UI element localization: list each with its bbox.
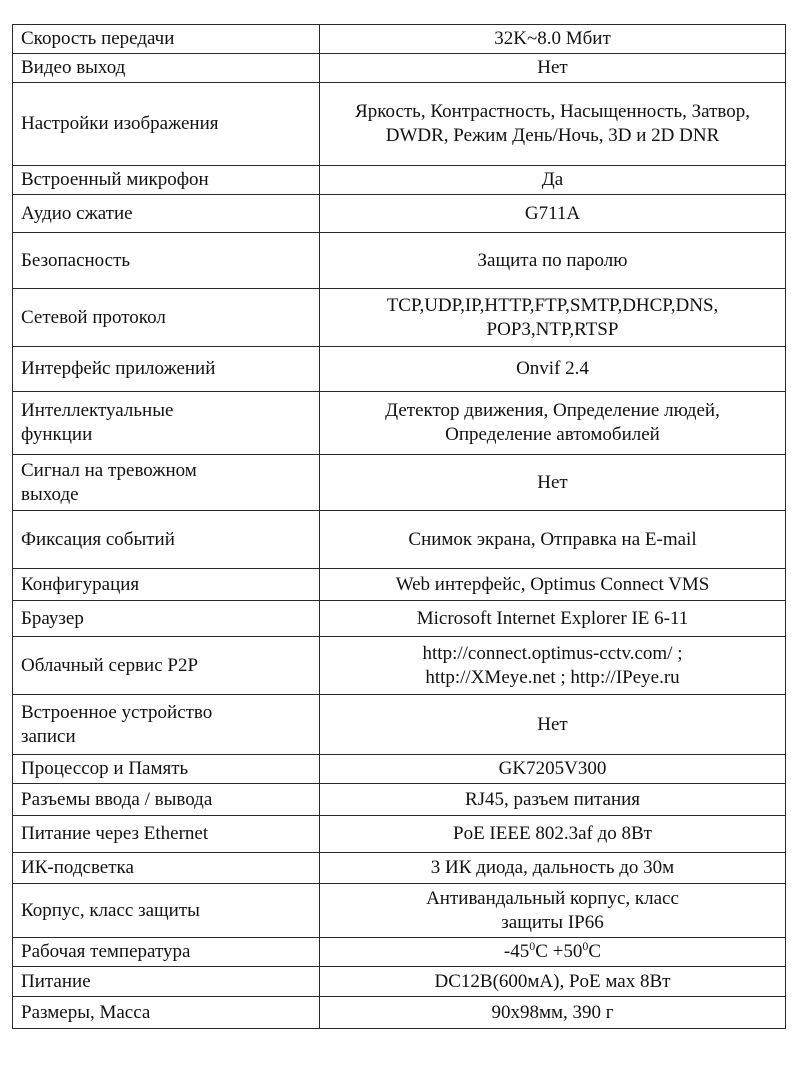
table-row [13, 511, 786, 569]
param-cell: Процессор и Память [13, 755, 320, 784]
value-cell: G711A [320, 195, 786, 233]
table-row [13, 755, 786, 784]
table-row [13, 601, 786, 637]
param-cell: Сетевой протокол [13, 289, 320, 347]
param-cell: Браузер [13, 601, 320, 637]
value-cell: Антивандальный корпус, класс защиты IP66 [320, 884, 786, 938]
table-row [13, 347, 786, 392]
temp-high: +50 [552, 941, 583, 962]
value-cell: Нет [320, 54, 786, 83]
value-cell: Web интерфейс, Optimus Connect VMS [320, 569, 786, 601]
degree-mark: 0 [582, 939, 589, 953]
table-row [13, 166, 786, 195]
table-row [13, 83, 786, 166]
value-cell: PoE IEEE 802.3af до 8Вт [320, 816, 786, 853]
param-cell: Размеры, Масса [13, 997, 320, 1029]
value-cell: Нет [320, 455, 786, 511]
table-row [13, 195, 786, 233]
value-cell: GK7205V300 [320, 755, 786, 784]
temp-high-unit: C [588, 941, 602, 962]
param-cell: Питание через Ethernet [13, 816, 320, 853]
param-cell: Рабочая температура [13, 938, 320, 967]
table-row [13, 884, 786, 938]
param-cell: Интеллектуальные функции [13, 392, 320, 455]
temp-low: -45 [503, 941, 530, 962]
table-row [13, 455, 786, 511]
param-cell: Видео выход [13, 54, 320, 83]
value-cell temperature-value [320, 938, 786, 967]
param-cell: Встроенное устройство записи [13, 695, 320, 755]
value-cell: http://connect.optimus-cctv.com/ ; http://XMeye.net ; http://IPeye.ru [320, 637, 786, 695]
param-cell: Облачный сервис P2P [13, 637, 320, 695]
param-cell: Разъемы ввода / вывода [13, 784, 320, 816]
value-cell: TCP,UDP,IP,HTTP,FTP,SMTP,DHCP,DNS, POP3,NTP,RTSP [320, 289, 786, 347]
param-cell: Конфигурация [13, 569, 320, 601]
table-row [13, 25, 786, 54]
value-cell: Нет [320, 695, 786, 755]
value-cell: 90х98мм, 390 г [320, 997, 786, 1029]
table-row [13, 997, 786, 1029]
spec-table [12, 24, 786, 1029]
value-cell: Детектор движения, Определение людей, Определение автомобилей [320, 392, 786, 455]
table-row [13, 853, 786, 884]
table-row [13, 816, 786, 853]
param-cell: ИК-подсветка [13, 853, 320, 884]
value-cell: Снимок экрана, Отправка на E-mail [320, 511, 786, 569]
param-cell: Встроенный микрофон [13, 166, 320, 195]
table-row [13, 637, 786, 695]
table-row [13, 289, 786, 347]
table-row [13, 233, 786, 289]
value-cell: Да [320, 166, 786, 195]
param-cell: Сигнал на тревожном выходе [13, 455, 320, 511]
value-cell: Microsoft Internet Explorer IE 6-11 [320, 601, 786, 637]
value-cell: Защита по паролю [320, 233, 786, 289]
table-row [13, 54, 786, 83]
table-row [13, 569, 786, 601]
value-cell: 3 ИК диода, дальность до 30м [320, 853, 786, 884]
table-row [13, 695, 786, 755]
table-row [13, 938, 786, 967]
value-cell: Onvif 2.4 [320, 347, 786, 392]
param-cell: Настройки изображения [13, 83, 320, 166]
value-cell: 32K~8.0 Мбит [320, 25, 786, 54]
table-row [13, 967, 786, 997]
value-cell: RJ45, разъем питания [320, 784, 786, 816]
degree-mark: 0 [529, 939, 536, 953]
param-cell: Интерфейс приложений [13, 347, 320, 392]
param-cell: Корпус, класс защиты [13, 884, 320, 938]
table-row [13, 392, 786, 455]
param-cell: Скорость передачи [13, 25, 320, 54]
param-cell: Фиксация событий [13, 511, 320, 569]
table-row [13, 784, 786, 816]
value-cell: Яркость, Контрастность, Насыщенность, Затвор, DWDR, Режим День/Ночь, 3D и 2D DNR [320, 83, 786, 166]
value-cell: DC12В(600мА), PoE мах 8Вт [320, 967, 786, 997]
temp-low-unit: C [535, 941, 548, 962]
param-cell: Аудио сжатие [13, 195, 320, 233]
param-cell: Питание [13, 967, 320, 997]
param-cell: Безопасность [13, 233, 320, 289]
